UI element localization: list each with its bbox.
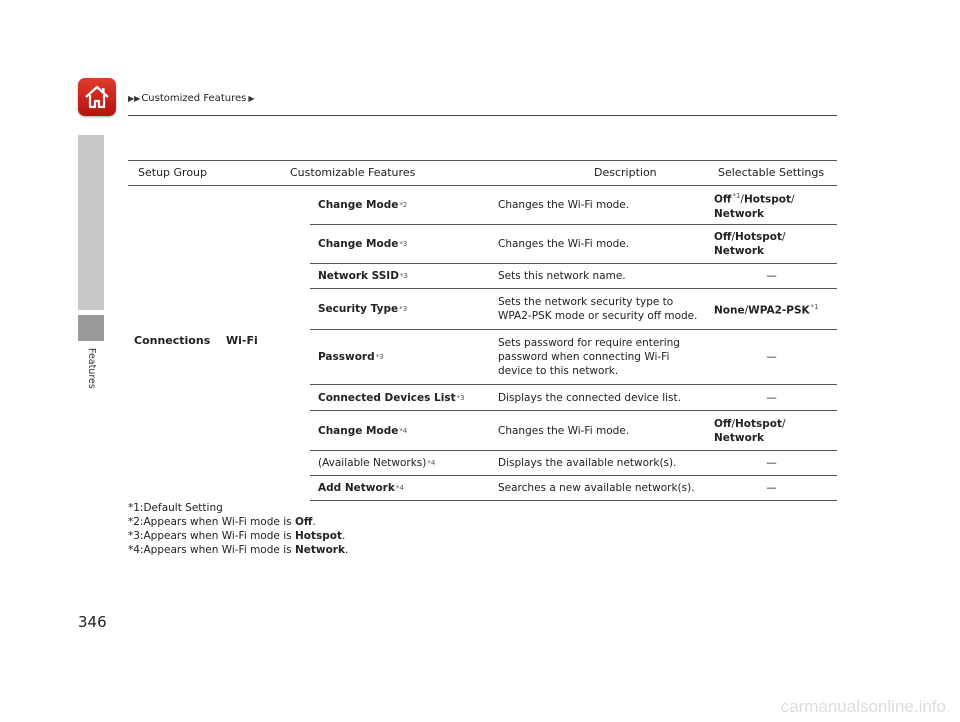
table-row [310,186,837,225]
feature-description: Displays the available network(s). [498,457,677,469]
arrow-right-icon: ▶ [248,94,255,103]
feature-settings: — [766,482,777,494]
feature-name: Security Type *3 [318,303,408,315]
feature-description: Sets password for require entering password when connecting Wi-Fi device to this network. [498,337,680,377]
sidebar-section-label [86,348,98,408]
table-row [310,385,837,411]
feature-description: Changes the Wi-Fi mode. [498,424,630,437]
header-selectable-settings: Selectable Settings [718,166,825,179]
table-row [310,476,837,501]
page-number: 346 [78,613,107,631]
feature-description: Changes the Wi-Fi mode. [498,199,630,211]
feature-name: Connected Devices List *3 [318,391,465,404]
home-icon [83,83,111,111]
table-row [310,225,837,264]
sidebar-label-text: Features [86,348,97,389]
feature-settings: Off/Hotspot/ Network [714,231,786,257]
watermark: carmanualsonline.info [780,697,946,716]
feature-settings: None/WPA2-PSK$^{*1}$ [714,303,819,317]
feature-settings: — [766,351,777,363]
feature-description: Displays the connected device list. [498,391,681,404]
table-row [310,451,837,476]
table-row [310,411,837,451]
feature-settings: — [766,391,777,404]
feature-name: Password *3 [318,351,384,363]
footnote: *2:Appears when Wi-Fi mode is Off. [128,516,316,528]
footnote: *4:Appears when Wi-Fi mode is Network. [128,544,349,556]
footnote: *1:Default Setting [128,502,223,514]
arrow-right-icon: ▶▶ [128,94,141,103]
header-setup-group: Setup Group [138,166,208,179]
table-header [128,160,837,186]
feature-name: Change Mode *4 [318,424,408,437]
sidebar-tab-inactive [78,135,104,310]
feature-description: Searches a new available network(s). [498,482,695,494]
table-row [310,330,837,385]
feature-settings: — [766,270,777,282]
breadcrumb-label: Customized Features [141,93,247,104]
feature-name: Add Network *4 [318,482,404,494]
table-body [128,186,837,496]
home-button[interactable] [78,78,116,116]
header-description: Description [594,166,657,179]
feature-description: Changes the Wi-Fi mode. [498,238,630,250]
sidebar-tab-active [78,315,104,341]
table-row [310,289,837,330]
feature-settings: Off$^{*1}$/Hotspot/ Network [714,192,795,220]
customization-table [128,160,837,496]
footnote: *3:Appears when Wi-Fi mode is Hotspot. [128,530,346,542]
header-customizable-features: Customizable Features [290,166,416,179]
feature-name: Change Mode *2 [318,199,408,211]
header-divider [128,115,837,116]
footnotes [128,501,348,557]
feature-description: Sets this network name. [498,270,626,282]
breadcrumb[interactable] [128,93,255,104]
feature-name: Change Mode *3 [318,238,408,250]
feature-name: Network SSID *3 [318,270,408,282]
feature-name: (Available Networks) *4 [318,457,436,469]
feature-settings: Off/Hotspot/ Network [714,417,786,444]
setup-subgroup-label: Wi-Fi [226,334,258,347]
feature-settings: — [766,457,777,469]
table-row [310,264,837,289]
feature-description: Sets the network security type to WPA2-PSK mode or security off mode. [498,296,698,322]
setup-group-label: Connections [134,334,211,347]
